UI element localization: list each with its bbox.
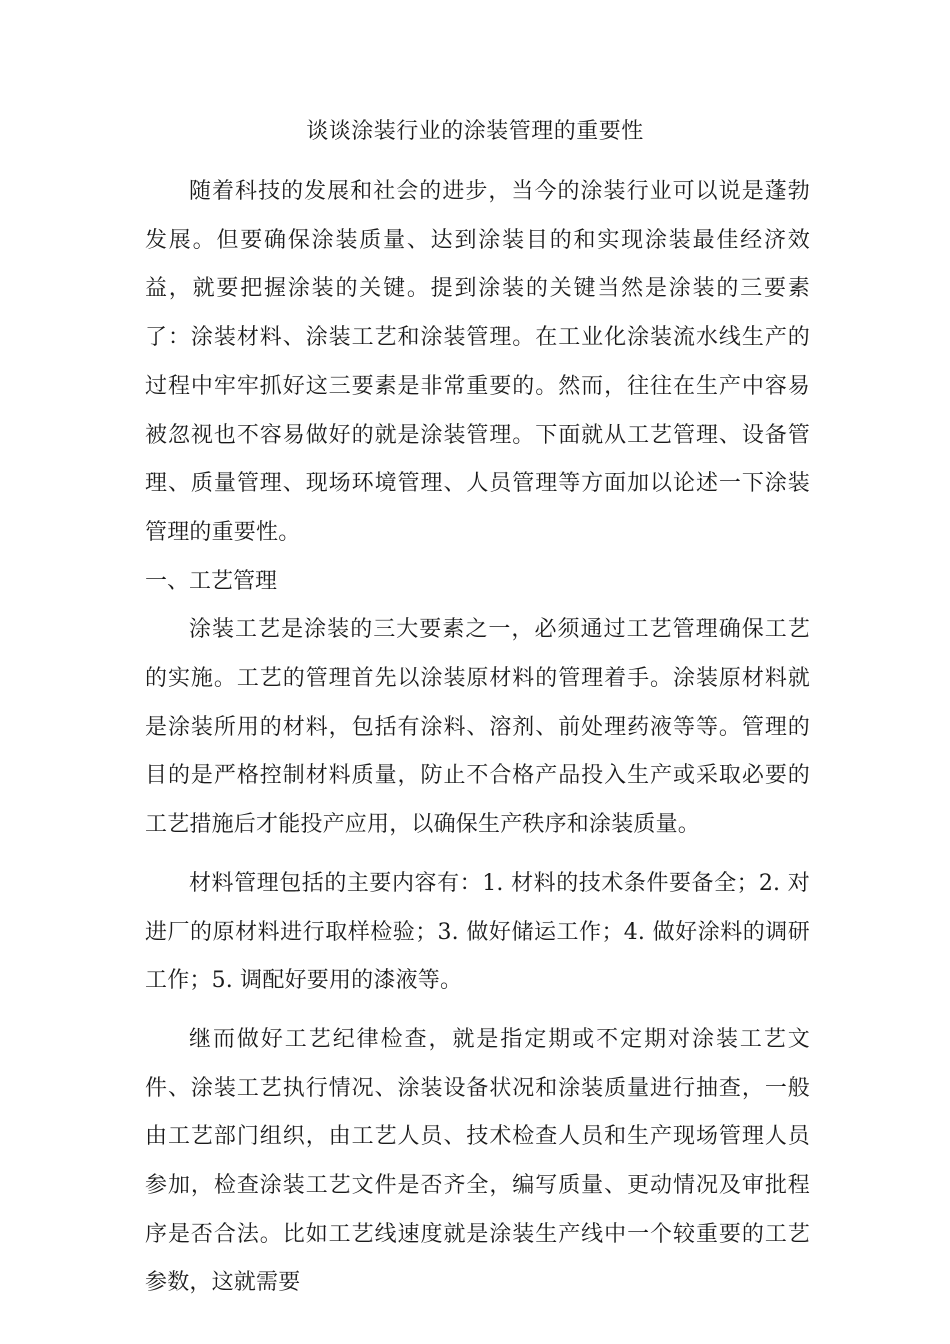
paragraph-process-discipline: 继而做好工艺纪律检查，就是指定期或不定期对涂装工艺文件、涂装工艺执行情况、涂装设备状况和涂装质量进行抽查，一般由工艺部门组织，由工艺人员、技术检查人员和生产现场管理人员参加，检查涂装工艺文件是否齐全，编写质量、更动情况及审批程序是否合法。比如工艺线速度就是涂装生产线中一个较重要的工艺参数，这就需要 bbox=[145, 1026, 810, 1296]
paragraph-material-management: 材料管理包括的主要内容有：1. 材料的技术条件要备全；2. 对进厂的原材料进行取样检验；3. 做好储运工作；4. 做好涂料的调研工作；5. 调配好要用的漆液等。 bbox=[145, 870, 810, 994]
paragraph-process-management: 涂装工艺是涂装的三大要素之一，必须通过工艺管理确保工艺的实施。工艺的管理首先以涂装原材料的管理着手。涂装原材料就是涂装所用的材料，包括有涂料、溶剂、前处理药液等等。管理的目的是严格控制材料质量，防止不合格产品投入生产或采取必要的工艺措施后才能投产应用，以确保生产秩序和涂装质量。 bbox=[145, 617, 810, 838]
section-heading-process-management: 一、工艺管理 bbox=[145, 568, 278, 594]
paragraph-intro: 随着科技的发展和社会的进步，当今的涂装行业可以说是蓬勃发展。但要确保涂装质量、达到涂装目的和实现涂装最佳经济效益，就要把握涂装的关键。提到涂装的关键当然是涂装的三要素了：涂装材料、涂装工艺和涂装管理。在工业化涂装流水线生产的过程中牢牢抓好这三要素是非常重要的。然而，往往在生产中容易被忽视也不容易做好的就是涂装管理。下面就从工艺管理、设备管理、质量管理、现场环境管理、人员管理等方面加以论述一下涂装管理的重要性。 bbox=[145, 179, 810, 545]
document-title: 谈谈涂装行业的涂装管理的重要性 bbox=[306, 119, 644, 144]
document-body bbox=[145, 168, 810, 1308]
